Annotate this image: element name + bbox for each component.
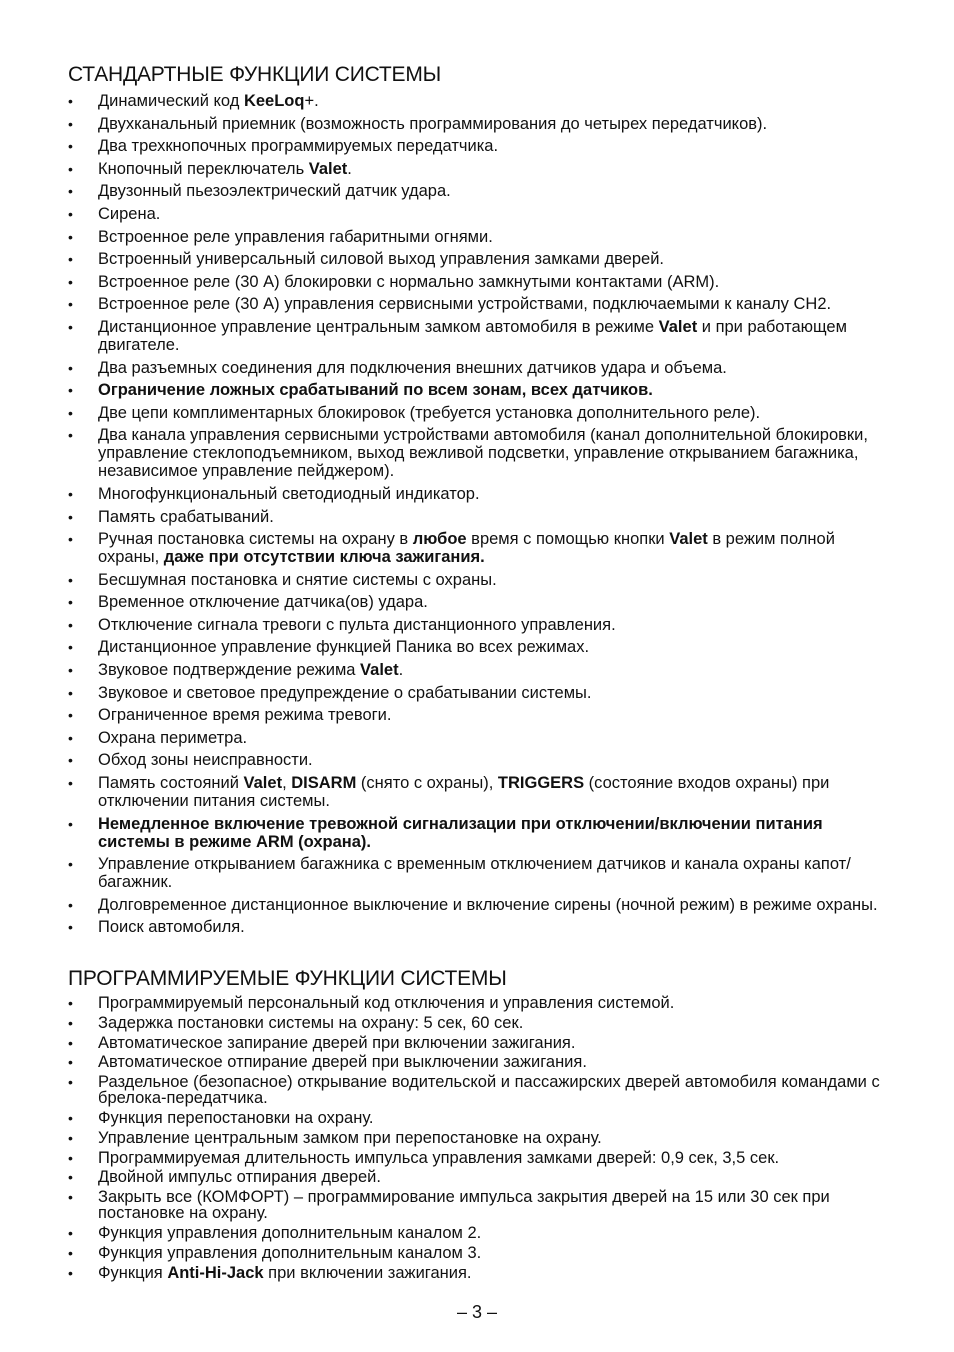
bullet-icon: • bbox=[68, 1129, 73, 1146]
item-text: Кнопочный переключатель bbox=[98, 159, 309, 178]
item-text: Встроенное реле (30 А) управления сервисными устройствами, подключаемыми к каналу СН2. bbox=[98, 295, 832, 314]
bold-text: KeeLoq bbox=[243, 92, 305, 110]
bold-text: Valet bbox=[669, 530, 708, 549]
item-text: Временное отключение датчика(ов) удара. bbox=[98, 593, 428, 612]
list-item bbox=[68, 530, 898, 566]
bullet-icon: • bbox=[68, 251, 73, 268]
item-text: Дистанционное управление центральным замком автомобиля в режиме bbox=[98, 317, 659, 336]
list-item bbox=[68, 273, 898, 291]
bullet-icon: • bbox=[68, 995, 73, 1011]
list-item bbox=[68, 359, 898, 377]
list-item bbox=[68, 729, 898, 747]
item-text: Многофункциональный светодиодный индикатор. bbox=[98, 484, 480, 503]
list-item bbox=[68, 1054, 898, 1070]
item-text: Память срабатываний. bbox=[98, 507, 274, 526]
list-item bbox=[68, 1245, 898, 1261]
item-text: время с помощью кнопки bbox=[466, 530, 670, 549]
bullet-icon: • bbox=[68, 752, 73, 769]
bullet-icon: • bbox=[68, 729, 73, 746]
list-item bbox=[68, 1150, 898, 1166]
item-text: Охрана периметра. bbox=[98, 728, 248, 747]
list-item bbox=[68, 1110, 898, 1126]
list-item bbox=[68, 250, 898, 268]
list-item bbox=[68, 616, 898, 634]
item-text: Закрыть все (КОМФОРТ) – программирование импульса закрытия дверей на 15 или 30 сек при постановке на охрану. bbox=[98, 1188, 830, 1223]
list-item bbox=[68, 182, 898, 200]
bullet-icon: • bbox=[68, 228, 73, 245]
list-item bbox=[68, 426, 898, 480]
page-number: – 3 – bbox=[456, 1302, 498, 1322]
item-text: Бесшумная постановка и снятие системы с охраны. bbox=[98, 570, 497, 589]
bullet-icon: • bbox=[68, 318, 73, 335]
bullet-icon: • bbox=[68, 856, 73, 873]
item-text: Программируемый персональный код отключения и управления системой. bbox=[98, 994, 675, 1012]
list-item bbox=[68, 855, 898, 891]
item-text: Автоматическое запирание дверей при включении зажигания. bbox=[98, 1033, 576, 1052]
bullet-icon: • bbox=[68, 616, 73, 633]
list-item bbox=[68, 1225, 898, 1241]
item-text: Долговременное дистанционное выключение и включение сирены (ночной режим) в режиме охраны. bbox=[98, 895, 878, 914]
item-text: (снято с охраны), bbox=[356, 774, 498, 793]
list-item bbox=[68, 1130, 898, 1146]
bold-text: Немедленное включение тревожной сигнализации при отключении/включении питания системы в режиме ARM (охрана). bbox=[98, 814, 823, 851]
item-text: Функция управления дополнительным каналом 2. bbox=[98, 1223, 482, 1242]
list-item bbox=[68, 228, 898, 246]
item-text: , bbox=[282, 774, 292, 793]
bullet-icon: • bbox=[68, 1034, 73, 1051]
item-text: Двойной импульс отпирания дверей. bbox=[98, 1168, 381, 1187]
item-text: Двузонный пьезоэлектрический датчик удара. bbox=[98, 182, 451, 201]
bullet-icon: • bbox=[68, 571, 73, 588]
list-item bbox=[68, 205, 898, 223]
list-item bbox=[68, 751, 898, 769]
list-item bbox=[68, 593, 898, 611]
bullet-icon: • bbox=[68, 775, 73, 792]
bullet-icon: • bbox=[68, 1074, 73, 1091]
item-text: Динамический код bbox=[98, 92, 244, 110]
item-text: Задержка постановки системы на охрану: 5 сек, 60 сек. bbox=[98, 1013, 524, 1032]
list-item bbox=[68, 1265, 898, 1281]
bullet-icon: • bbox=[68, 273, 73, 290]
list-item bbox=[68, 706, 898, 724]
list-item bbox=[68, 115, 898, 133]
item-text: Дистанционное управление функцией Паника во всех режимах. bbox=[98, 638, 590, 657]
item-text: Управление открыванием багажника с временным отключением датчиков и канала охраны капот/багажник. bbox=[98, 855, 851, 892]
item-text: Отключение сигнала тревоги с пульта дистанционного управления. bbox=[98, 615, 616, 634]
section-title-standard: СТАНДАРТНЫЕ ФУНКЦИИ СИСТЕМЫ bbox=[68, 63, 442, 86]
section-title-programmable: ПРОГРАММИРУЕМЫЕ ФУНКЦИИ СИСТЕМЫ bbox=[68, 967, 507, 990]
bullet-icon: • bbox=[68, 359, 73, 376]
item-text: . bbox=[398, 661, 404, 680]
bullet-icon: • bbox=[68, 1054, 73, 1071]
bullet-icon: • bbox=[68, 1169, 73, 1186]
item-text: Встроенное реле управления габаритными огнями. bbox=[98, 227, 493, 246]
list-item bbox=[68, 661, 898, 679]
bullet-icon: • bbox=[68, 485, 73, 502]
list-item bbox=[68, 404, 898, 422]
list-item bbox=[68, 381, 898, 399]
bold-text: Valet bbox=[243, 774, 283, 793]
bullet-icon: • bbox=[68, 138, 73, 155]
bold-text: даже при отсутствии ключа зажигания. bbox=[163, 548, 485, 567]
bold-text: TRIGGERS bbox=[497, 774, 585, 793]
bullet-icon: • bbox=[68, 1014, 73, 1031]
bullet-icon: • bbox=[68, 531, 73, 548]
bold-text: любое bbox=[412, 530, 467, 549]
bullet-icon: • bbox=[68, 1149, 73, 1166]
bullet-icon: • bbox=[68, 594, 73, 611]
bullet-icon: • bbox=[68, 404, 73, 421]
list-item bbox=[68, 160, 898, 178]
item-text: Двухканальный приемник (возможность программирования до четырех передатчиков). bbox=[98, 114, 768, 133]
bullet-icon: • bbox=[68, 382, 73, 399]
bold-text: DISARM bbox=[291, 774, 357, 793]
bullet-icon: • bbox=[68, 815, 73, 832]
bullet-icon: • bbox=[68, 707, 73, 724]
list-item bbox=[68, 896, 898, 914]
item-text: Раздельное (безопасное) открывание водительской и пассажирских дверей автомобиля командами с брелока-передатчика. bbox=[98, 1073, 880, 1108]
item-text: Два канала управления сервисными устройствами автомобиля (канал дополнительной блокировки, управление стеклоподъемником, выход вежливой подсветки, управление открыванием багажника, независимое управление пейджером). bbox=[98, 426, 868, 481]
item-text: в режим полной охраны, bbox=[98, 530, 835, 567]
bullet-icon: • bbox=[68, 160, 73, 177]
bullet-icon: • bbox=[68, 1189, 73, 1206]
list-item bbox=[68, 508, 898, 526]
programmable-functions-list bbox=[68, 995, 898, 1284]
item-text: Две цепи комплиментарных блокировок (требуется установка дополнительного реле). bbox=[98, 403, 761, 422]
item-text: Ручная постановка системы на охрану в bbox=[98, 530, 413, 549]
bullet-icon: • bbox=[68, 1244, 73, 1261]
bullet-icon: • bbox=[68, 93, 73, 109]
bold-text: Valet bbox=[360, 661, 399, 680]
item-text: Функция перепостановки на охрану. bbox=[98, 1108, 374, 1127]
list-item bbox=[68, 571, 898, 589]
standard-functions-list bbox=[68, 92, 898, 941]
list-item bbox=[68, 918, 898, 936]
bullet-icon: • bbox=[68, 115, 73, 132]
item-text: Ограниченное время режима тревоги. bbox=[98, 706, 392, 725]
item-text: Встроенное реле (30 А) блокировки с нормально замкнутыми контактами (ARM). bbox=[98, 272, 720, 291]
item-text: . bbox=[347, 159, 352, 178]
item-text: Два разъемных соединения для подключения внешних датчиков удара и объема. bbox=[98, 358, 727, 377]
bullet-icon: • bbox=[68, 1224, 73, 1241]
list-item bbox=[68, 485, 898, 503]
list-item bbox=[68, 684, 898, 702]
bold-text: Ограничение ложных срабатываний по всем зонам, всех датчиков. bbox=[98, 381, 653, 400]
list-item bbox=[68, 995, 898, 1011]
bullet-icon: • bbox=[68, 684, 73, 701]
item-text: Автоматическое отпирание дверей при выключении зажигания. bbox=[98, 1053, 587, 1072]
item-text: Программируемая длительность импульса управления замками дверей: 0,9 сек, 3,5 сек. bbox=[98, 1148, 780, 1167]
bullet-icon: • bbox=[68, 919, 73, 936]
list-item bbox=[68, 1189, 898, 1221]
list-item bbox=[68, 1169, 898, 1185]
bullet-icon: • bbox=[68, 508, 73, 525]
list-item bbox=[68, 92, 898, 110]
bullet-icon: • bbox=[68, 639, 73, 656]
item-text: Встроенный универсальный силовой выход управления замками дверей. bbox=[98, 250, 664, 269]
bullet-icon: • bbox=[68, 1264, 73, 1281]
item-text: Функция bbox=[98, 1263, 168, 1282]
list-item bbox=[68, 1015, 898, 1031]
item-text: Поиск автомобиля. bbox=[98, 918, 245, 937]
list-item bbox=[68, 638, 898, 656]
list-item bbox=[68, 1035, 898, 1051]
bullet-icon: • bbox=[68, 183, 73, 200]
list-item bbox=[68, 1074, 898, 1106]
list-item bbox=[68, 774, 898, 810]
bullet-icon: • bbox=[68, 427, 73, 444]
item-text: Два трехкнопочных программируемых передатчика. bbox=[98, 137, 499, 156]
item-text: Сирена. bbox=[98, 204, 161, 223]
item-text: и при работающем двигателе. bbox=[98, 317, 847, 354]
bullet-icon: • bbox=[68, 1109, 73, 1126]
item-text: (состояние входов охраны) при отключении питания системы. bbox=[98, 774, 830, 811]
list-item bbox=[68, 318, 898, 354]
bold-text: Valet bbox=[308, 159, 348, 178]
bullet-icon: • bbox=[68, 896, 73, 913]
item-text: Звуковое и световое предупреждение о срабатывании системы. bbox=[98, 683, 592, 702]
bullet-icon: • bbox=[68, 662, 73, 679]
list-item bbox=[68, 815, 898, 851]
item-text: при включении зажигания. bbox=[263, 1263, 472, 1282]
bullet-icon: • bbox=[68, 205, 73, 222]
item-text: Функция управления дополнительным каналом 3. bbox=[98, 1243, 482, 1262]
list-item bbox=[68, 137, 898, 155]
item-text: Обход зоны неисправности. bbox=[98, 751, 313, 770]
list-item bbox=[68, 295, 898, 313]
item-text: Управление центральным замком при перепостановке на охрану. bbox=[98, 1128, 602, 1147]
bold-text: Valet bbox=[658, 317, 698, 336]
bullet-icon: • bbox=[68, 296, 73, 313]
item-text: Память состояний bbox=[98, 774, 244, 793]
bold-text: Anti-Hi-Jack bbox=[167, 1263, 264, 1282]
item-text: +. bbox=[304, 92, 319, 110]
item-text: Звуковое подтверждение режима bbox=[98, 661, 361, 680]
